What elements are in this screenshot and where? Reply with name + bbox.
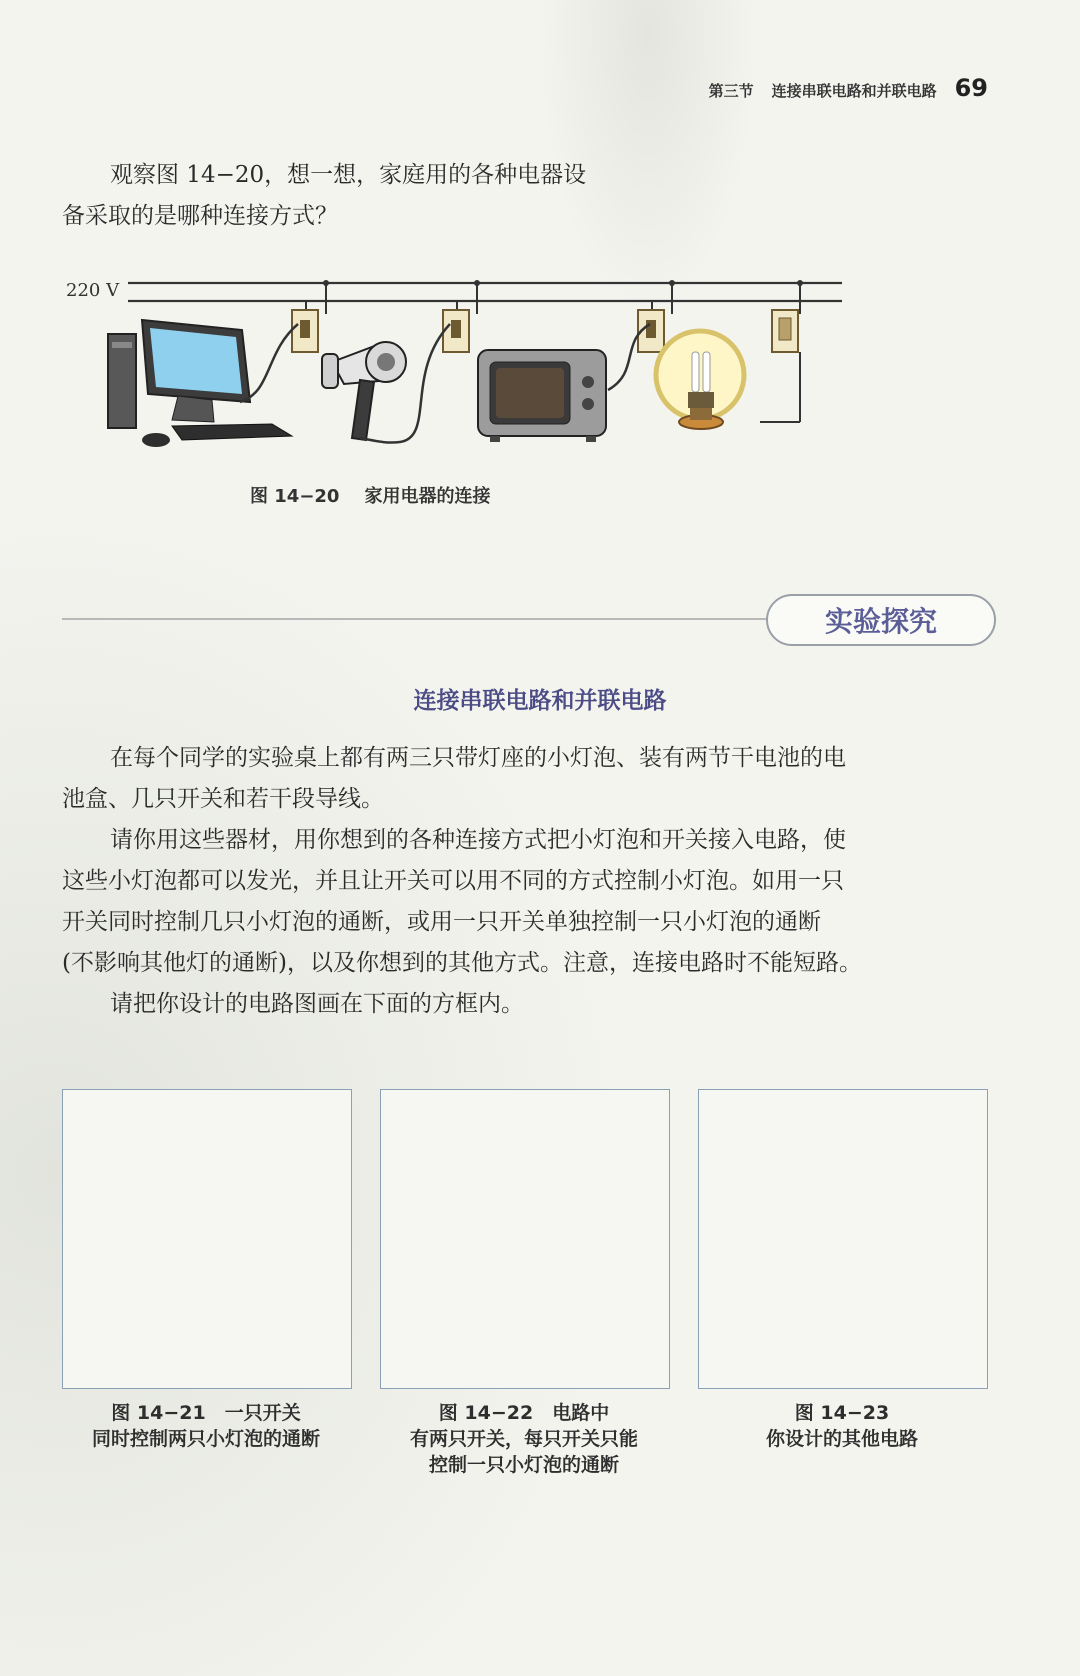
para-1-line-1: 在每个同学的实验桌上都有两三只带灯座的小灯泡、装有两节干电池的电 — [110, 745, 846, 771]
header-title: 连接串联电路和并联电路 — [771, 82, 937, 100]
para-2-line-2: 这些小灯泡都可以发光，并且让开关可以用不同的方式控制小灯泡。如用一只 — [62, 868, 844, 894]
figure-14-20-caption — [250, 482, 491, 508]
light-bulb-icon — [656, 331, 744, 429]
para-2-line-3: 开关同时控制几只小灯泡的通断，或用一只开关单独控制一只小灯泡的通断 — [62, 909, 821, 935]
experiment-title: 连接串联电路和并联电路 — [413, 688, 667, 714]
voltage-label: 220 V — [66, 280, 120, 301]
figure-14-20-text: 家用电器的连接 — [364, 486, 491, 507]
header-section: 第三节 — [708, 82, 754, 100]
page-number: 69 — [954, 74, 988, 102]
wall-outlet-2 — [443, 280, 480, 352]
question-line-1: 观察图 14−20，想一想，家庭用的各种电器设 — [110, 162, 587, 188]
experiment-tab: 实验探究 — [766, 594, 996, 646]
para-1-line-2: 池盒、几只开关和若干段导线。 — [62, 786, 384, 812]
caption-14-23-line-2: 你设计的其他电路 — [765, 1428, 918, 1450]
running-header — [709, 74, 988, 102]
section-divider — [62, 618, 782, 620]
caption-14-21 — [50, 1400, 362, 1452]
computer-icon — [108, 320, 298, 447]
para-2-line-4: (不影响其他灯的通断)，以及你想到的其他方式。注意，连接电路时不能短路。 — [62, 950, 862, 976]
drawing-box-14-23[interactable] — [698, 1089, 988, 1389]
para-3-line-1: 请把你设计的电路图画在下面的方框内。 — [110, 991, 524, 1017]
figure-household-appliances — [60, 262, 860, 477]
caption-14-22 — [368, 1400, 680, 1478]
question-line-2: 备采取的是哪种连接方式？ — [62, 203, 338, 229]
microwave-oven-icon — [478, 324, 650, 442]
caption-14-22-line-2: 有两只开关，每只开关只能 — [409, 1428, 638, 1450]
caption-14-21-line-1: 图 14−21 一只开关 — [111, 1402, 301, 1424]
caption-14-23 — [686, 1400, 998, 1452]
caption-14-22-line-3: 控制一只小灯泡的通断 — [428, 1454, 619, 1476]
mains-wires — [128, 283, 842, 301]
drawing-box-14-22[interactable] — [380, 1089, 670, 1389]
caption-14-21-line-2: 同时控制两只小灯泡的通断 — [91, 1428, 320, 1450]
wall-outlet-1 — [292, 280, 329, 352]
drawing-box-14-21[interactable] — [62, 1089, 352, 1389]
para-2-line-1: 请你用这些器材，用你想到的各种连接方式把小灯泡和开关接入电路，使 — [110, 827, 846, 853]
caption-14-22-line-1: 图 14−22 电路中 — [438, 1402, 610, 1424]
hair-dryer-icon — [322, 324, 450, 443]
figure-14-20-number: 图 14−20 — [250, 486, 340, 507]
caption-14-23-line-1: 图 14−23 — [794, 1402, 890, 1424]
